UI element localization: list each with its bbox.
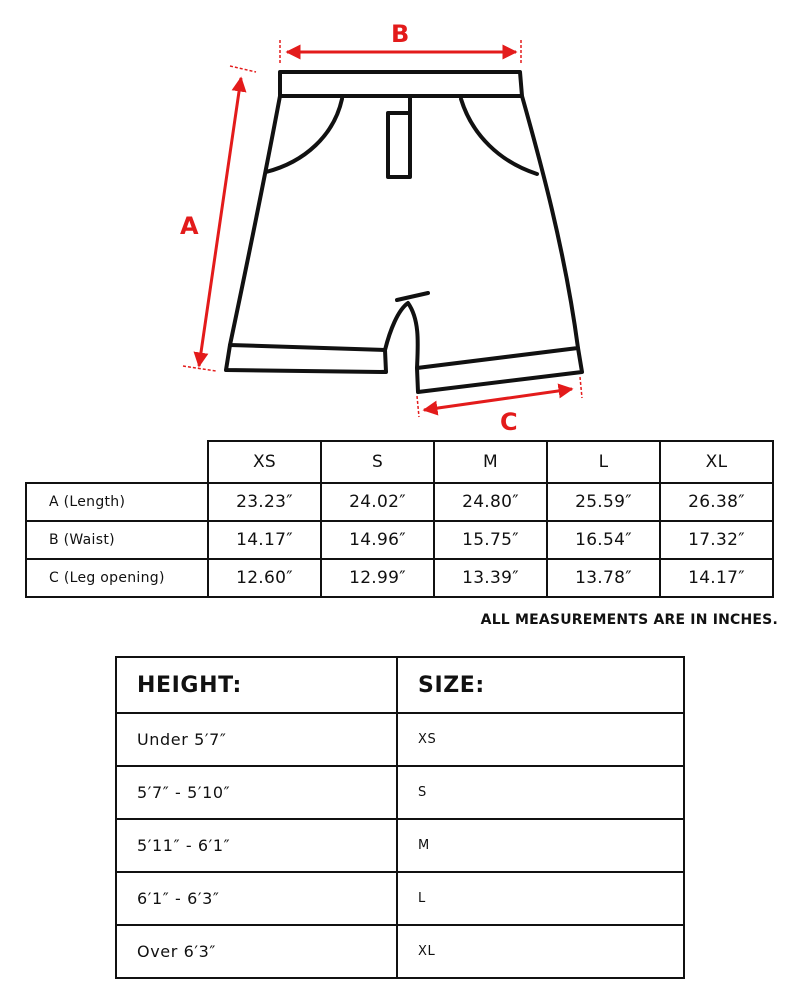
size-cell: S: [397, 766, 684, 819]
measurement-cell: 23.23″: [208, 483, 321, 521]
dimension-b: [280, 20, 521, 64]
measurement-cell: 24.02″: [321, 483, 434, 521]
size-header: XL: [660, 441, 773, 483]
table-header-row: [116, 657, 684, 713]
size-header: M: [434, 441, 547, 483]
table-row: [116, 766, 684, 819]
size-cell: XS: [397, 713, 684, 766]
row-label: C (Leg opening): [26, 559, 208, 597]
size-header: L: [547, 441, 660, 483]
measurement-table: [25, 440, 774, 598]
size-header: SIZE:: [397, 657, 684, 713]
units-note: ALL MEASUREMENTS ARE IN INCHES.: [480, 612, 778, 628]
measurement-cell: 13.39″: [434, 559, 547, 597]
label-b: B: [391, 20, 410, 48]
table-row: [116, 819, 684, 872]
label-c: C: [500, 408, 518, 436]
measurement-cell: 25.59″: [547, 483, 660, 521]
measurement-cell: 13.78″: [547, 559, 660, 597]
measurement-cell: 14.96″: [321, 521, 434, 559]
dimension-c: [417, 377, 582, 436]
measurement-cell: 16.54″: [547, 521, 660, 559]
table-row: [116, 872, 684, 925]
measurement-cell: 15.75″: [434, 521, 547, 559]
size-cell: XL: [397, 925, 684, 978]
measurement-cell: 14.17″: [660, 559, 773, 597]
height-cell: 6′1″ - 6′3″: [116, 872, 397, 925]
measurement-cell: 12.99″: [321, 559, 434, 597]
row-label: A (Length): [26, 483, 208, 521]
table-row: [26, 559, 773, 597]
table-row: [26, 521, 773, 559]
height-cell: 5′11″ - 6′1″: [116, 819, 397, 872]
empty-corner-cell: [26, 441, 208, 483]
height-cell: 5′7″ - 5′10″: [116, 766, 397, 819]
measurement-cell: 17.32″: [660, 521, 773, 559]
measurement-cell: 14.17″: [208, 521, 321, 559]
shorts-outline-icon: [226, 72, 582, 392]
shorts-diagram: [0, 0, 800, 440]
table-row: [116, 925, 684, 978]
size-header: S: [321, 441, 434, 483]
size-cell: M: [397, 819, 684, 872]
height-size-table: [115, 656, 685, 979]
measurement-cell: 12.60″: [208, 559, 321, 597]
measurement-cell: 26.38″: [660, 483, 773, 521]
height-cell: Under 5′7″: [116, 713, 397, 766]
label-a: A: [180, 212, 199, 240]
table-row: [26, 483, 773, 521]
height-cell: Over 6′3″: [116, 925, 397, 978]
table-header-row: [26, 441, 773, 483]
size-header: XS: [208, 441, 321, 483]
size-cell: L: [397, 872, 684, 925]
dimension-a: [180, 66, 256, 371]
table-row: [116, 713, 684, 766]
measurement-cell: 24.80″: [434, 483, 547, 521]
height-header: HEIGHT:: [116, 657, 397, 713]
row-label: B (Waist): [26, 521, 208, 559]
